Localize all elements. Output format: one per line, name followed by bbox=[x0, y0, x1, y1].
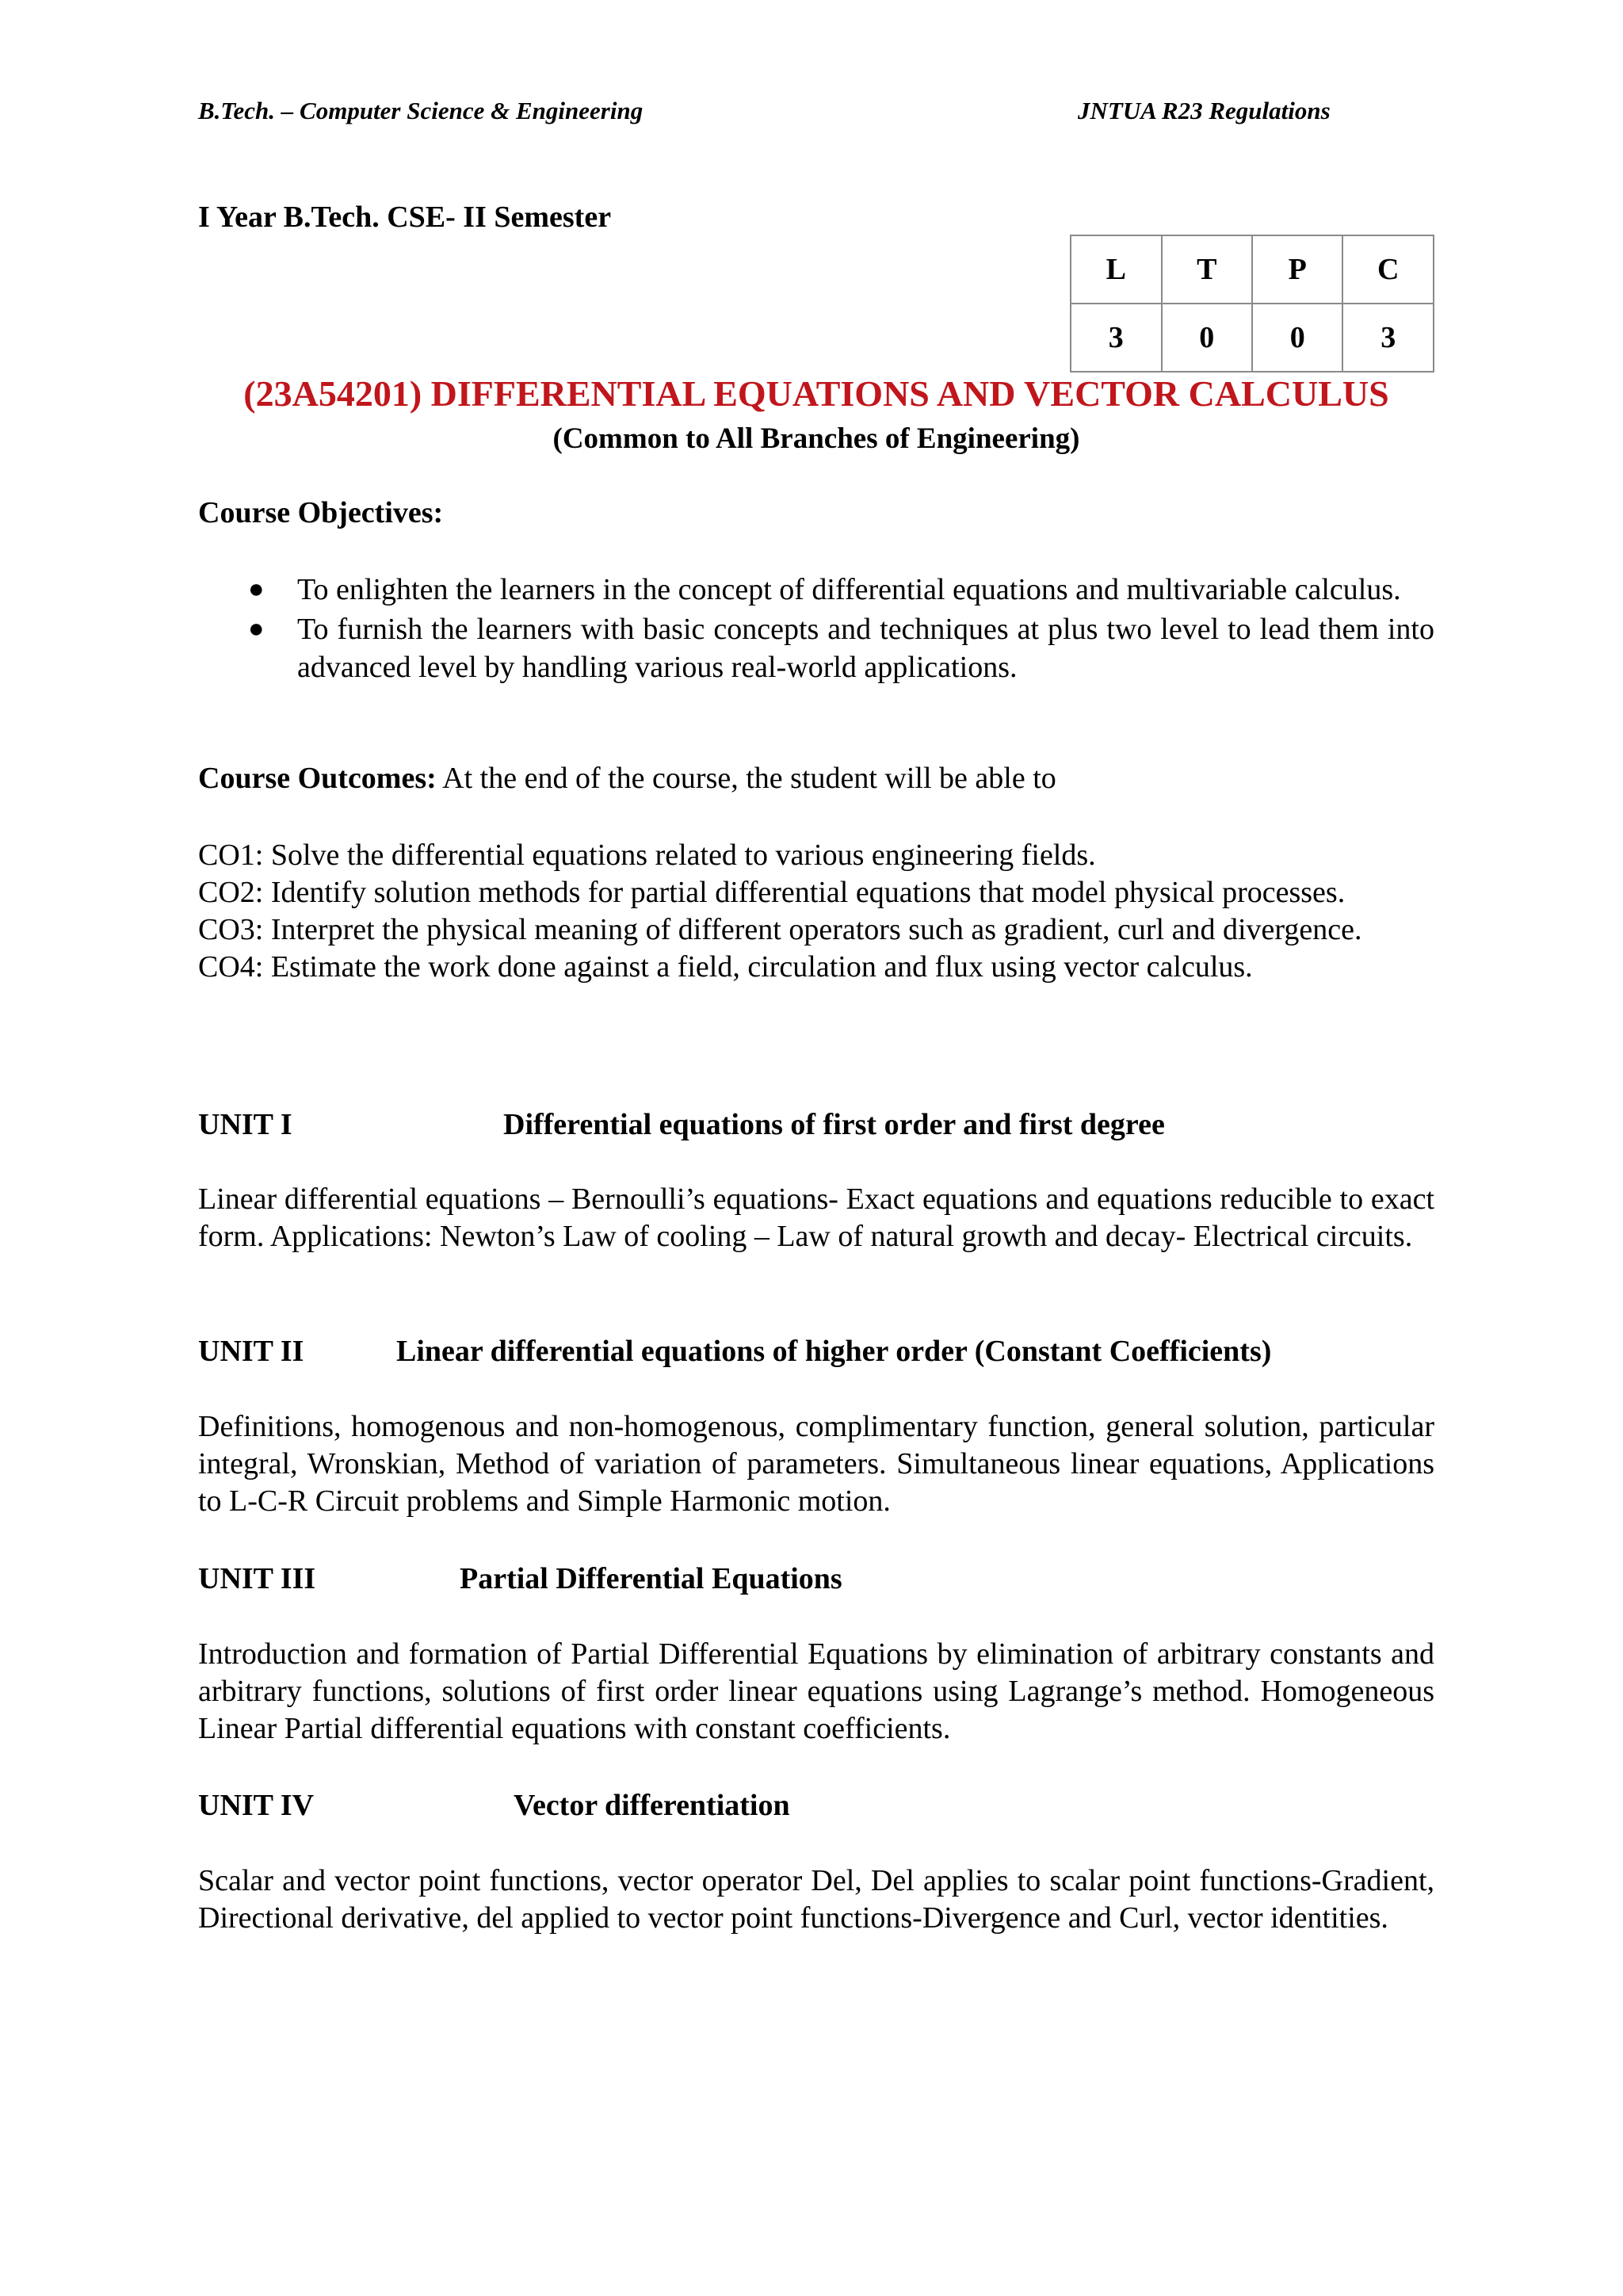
course-title: (23A54201) DIFFERENTIAL EQUATIONS AND VECTOR CALCULUS bbox=[243, 373, 1389, 414]
ltpc-table bbox=[1070, 235, 1434, 372]
outcomes-intro bbox=[198, 761, 1056, 796]
ltpc-value-row bbox=[1071, 304, 1434, 372]
outcome-item: CO4: Estimate the work done against a field, circulation and flux using vector calculus. bbox=[198, 950, 1253, 984]
outcomes-intro-text: At the end of the course, the student will be able to bbox=[436, 762, 1056, 795]
ltpc-value-t: 0 bbox=[1162, 304, 1253, 372]
objective-item bbox=[198, 610, 1434, 686]
objectives-heading: Course Objectives: bbox=[198, 496, 444, 529]
unit-body: Linear differential equations – Bernoulli’s equations- Exact equations and equations reducible to exact form. Applications: Newton’s Law of cooling – Law of natural growth and decay- Electrical circuits. bbox=[198, 1182, 1434, 1253]
header-program: B.Tech. – Computer Science & Engineering bbox=[198, 97, 643, 124]
outcome-item: CO1: Solve the differential equations related to various engineering fields. bbox=[198, 839, 1096, 872]
ltpc-header-row bbox=[1071, 235, 1434, 304]
unit-body: Definitions, homogenous and non-homogenous, complimentary function, general solution, particular integral, Wronskian, Method of variation of parameters. Simultaneous linear equations, Applications to L-C-R Circuit problems and Simple Harmonic motion. bbox=[198, 1410, 1434, 1518]
ltpc-label-l: L bbox=[1071, 235, 1162, 304]
ltpc-label-p: P bbox=[1252, 235, 1342, 304]
unit-body: Scalar and vector point functions, vector operator Del, Del applies to scalar point functions-Gradient, Directional derivative, del applied to vector point functions-Divergence and Curl, vector identities. bbox=[198, 1864, 1434, 1935]
outcome-item: CO3: Interpret the physical meaning of different operators such as gradient, curl and divergence. bbox=[198, 913, 1362, 946]
bullet-icon: ● bbox=[248, 614, 265, 644]
objective-text: To furnish the learners with basic concepts and techniques at plus two level to lead them into advanced level by handling various real-world applications. bbox=[297, 613, 1434, 684]
semester-label: I Year B.Tech. CSE- II Semester bbox=[198, 201, 612, 234]
outcomes-list bbox=[198, 837, 1434, 986]
unit-number: UNIT III bbox=[198, 1562, 316, 1595]
ltpc-label-t: T bbox=[1162, 235, 1253, 304]
unit-title: Vector differentiation bbox=[514, 1789, 790, 1822]
unit-number: UNIT IV bbox=[198, 1789, 315, 1822]
ltpc-value-l: 3 bbox=[1071, 304, 1162, 372]
unit-body: Introduction and formation of Partial Differential Equations by elimination of arbitrary constants and arbitrary functions, solutions of first order linear equations using Lagrange’s method. Homogeneous Linear Partial differential equations with constant coefficients. bbox=[198, 1637, 1434, 1745]
ltpc-value-c: 3 bbox=[1342, 304, 1434, 372]
bullet-icon: ● bbox=[248, 575, 265, 604]
unit-title: Differential equations of first order and first degree bbox=[503, 1108, 1165, 1141]
header-regulations: JNTUA R23 Regulations bbox=[1078, 97, 1331, 124]
objective-item bbox=[198, 571, 1434, 609]
unit-title: Linear differential equations of higher order (Constant Coefficients) bbox=[396, 1335, 1272, 1368]
ltpc-value-p: 0 bbox=[1252, 304, 1342, 372]
course-subtitle: (Common to All Branches of Engineering) bbox=[552, 422, 1080, 455]
ltpc-label-c: C bbox=[1342, 235, 1434, 304]
objective-text: To enlighten the learners in the concept of differential equations and multivariable calculus. bbox=[297, 573, 1401, 606]
unit-title: Partial Differential Equations bbox=[460, 1562, 842, 1595]
unit-number: UNIT II bbox=[198, 1335, 304, 1368]
objectives-list bbox=[198, 571, 1434, 688]
outcome-item: CO2: Identify solution methods for partial differential equations that model physical processes. bbox=[198, 876, 1346, 909]
outcomes-heading: Course Outcomes: bbox=[198, 762, 437, 795]
unit-number: UNIT I bbox=[198, 1108, 292, 1141]
